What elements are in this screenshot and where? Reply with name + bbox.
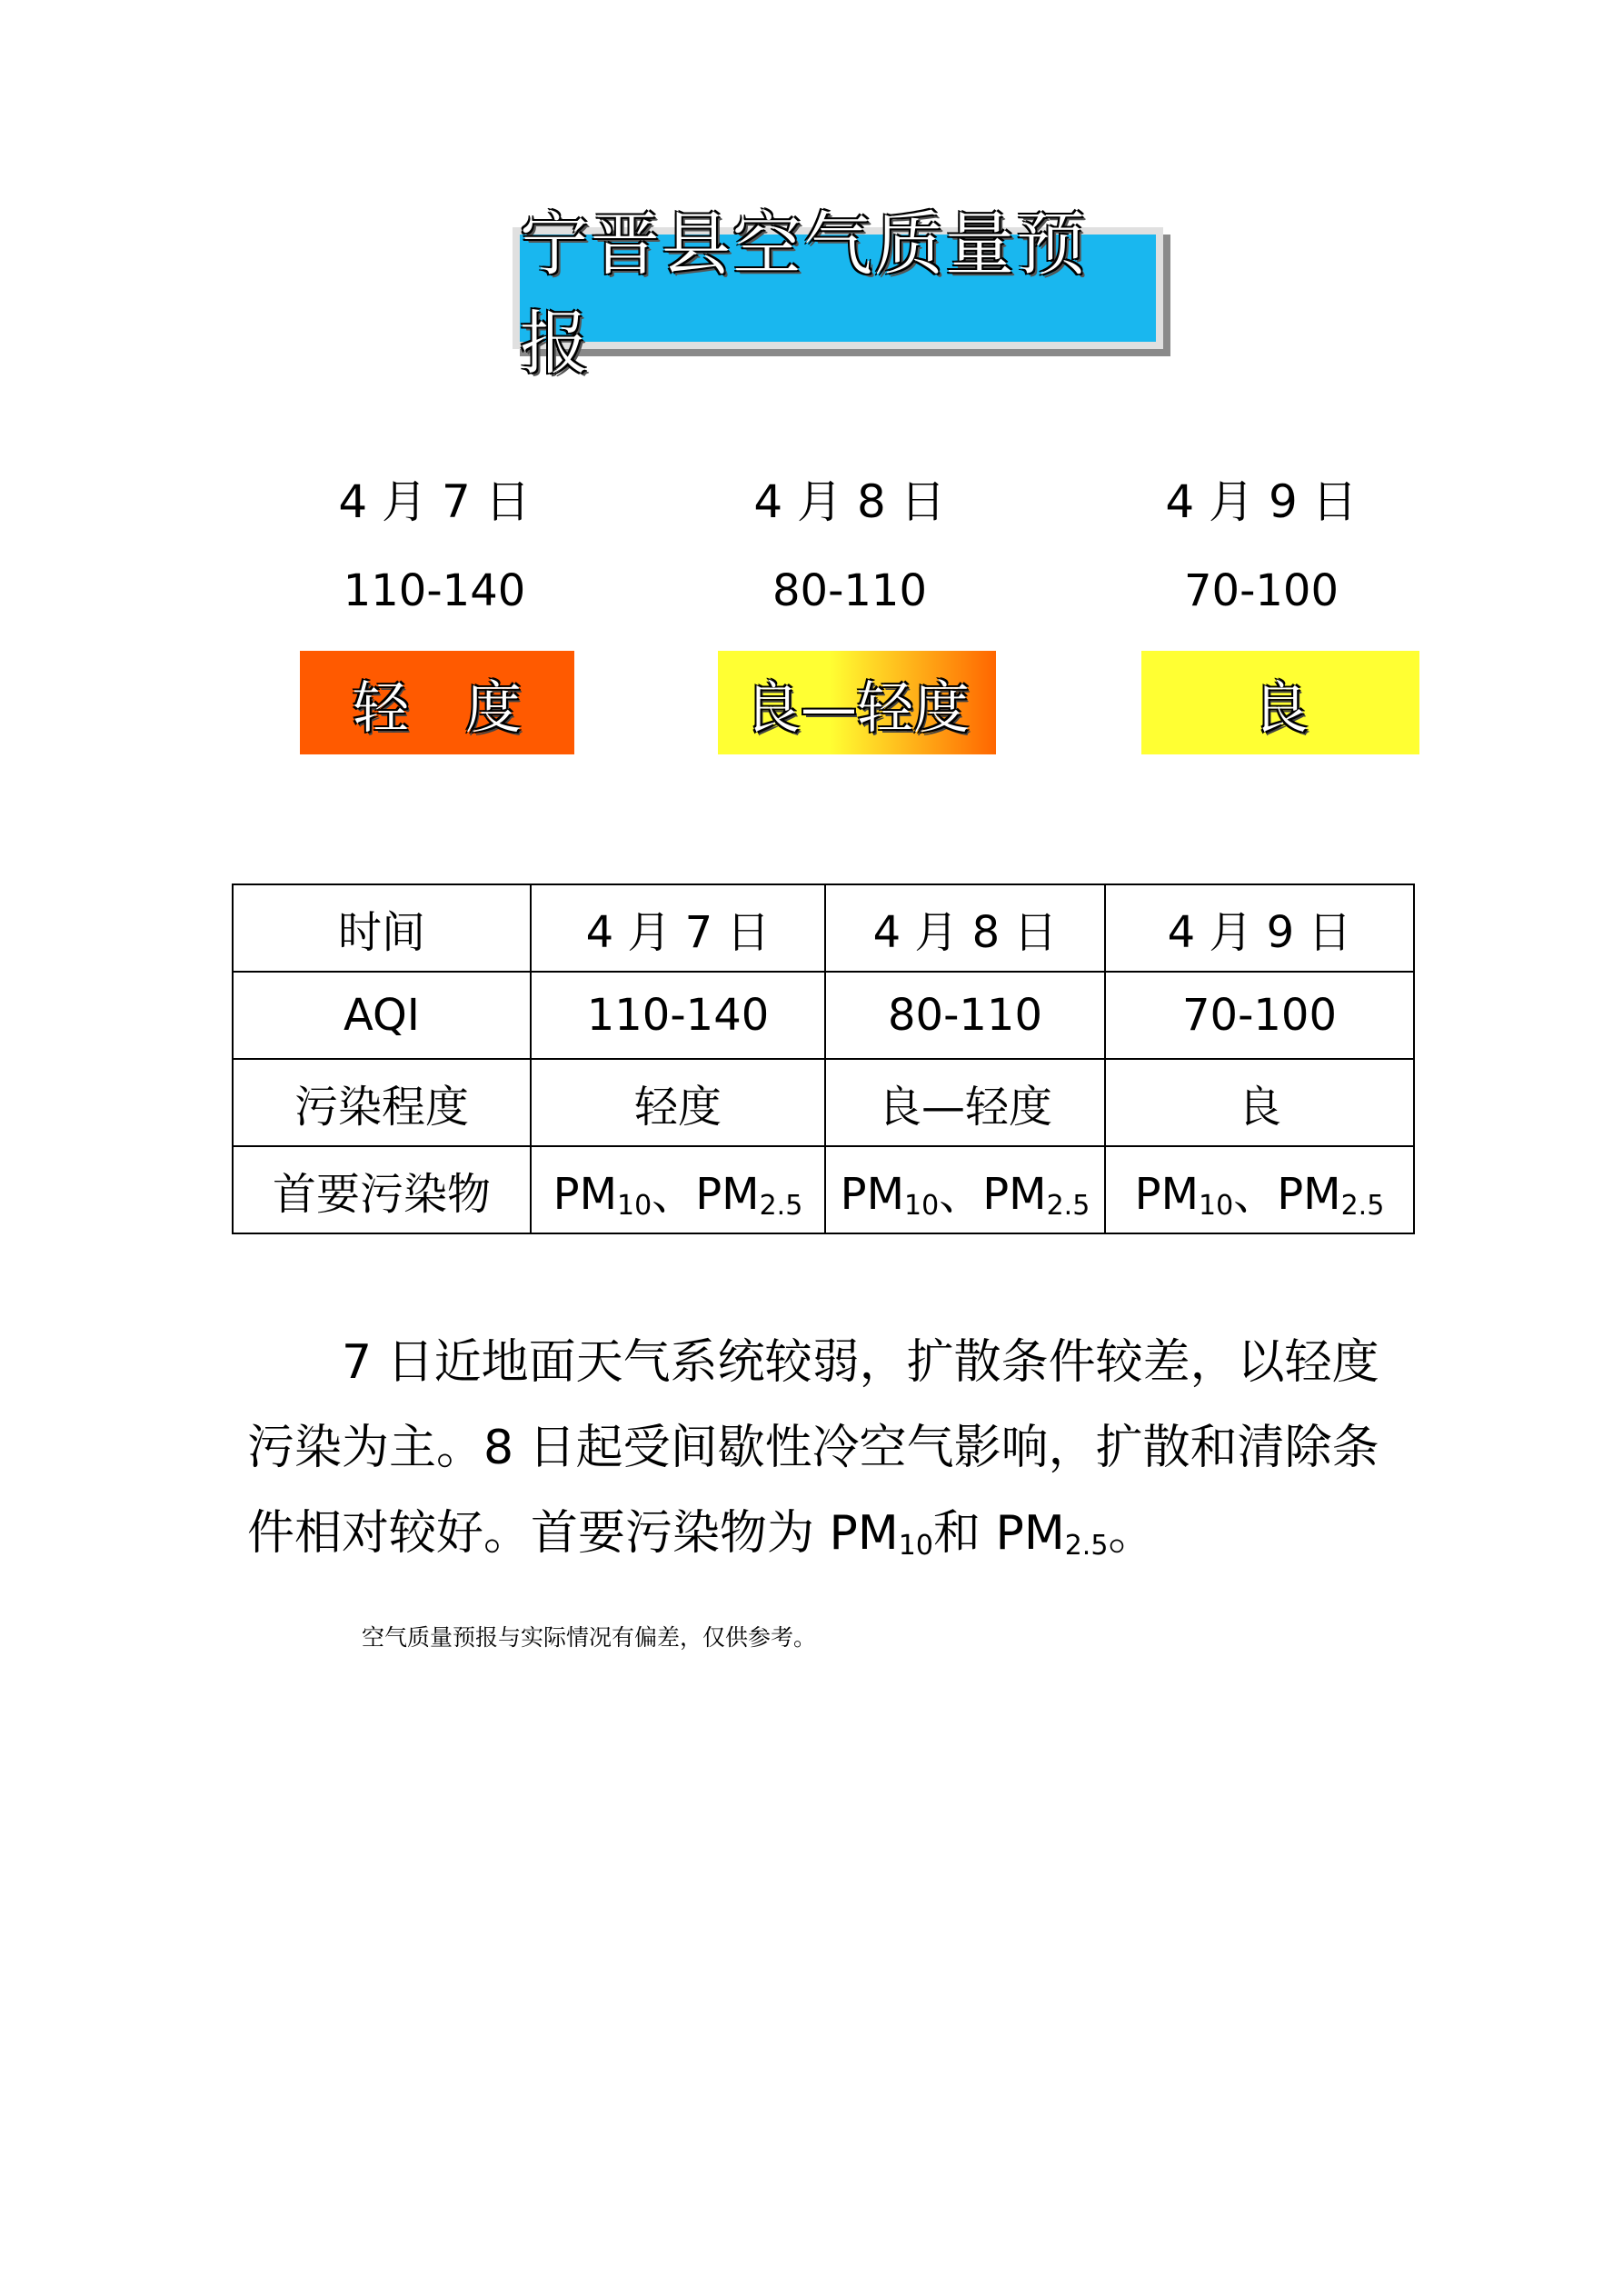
table-cell: 时间 (233, 884, 531, 972)
day-date: 4 月 7 日 (338, 475, 531, 528)
level-badge-3 (1141, 651, 1419, 754)
table-row-level (233, 1059, 1414, 1146)
day-aqi-range: 70-100 (1183, 565, 1339, 616)
table-cell: AQI (233, 972, 531, 1059)
table-cell: 轻度 (531, 1059, 825, 1146)
forecast-description: 7 日近地面天气系统较弱，扩散条件较差，以轻度污染为主。8 日起受间歇性冷空气影响，扩散和清除条件相对较好。首要污染物为 $PM_{10}$和 $PM_{2.5}$。 (247, 1335, 1379, 1562)
level-badge-label: 轻 度 (352, 674, 522, 741)
day-aqi-range: 110-140 (343, 565, 526, 616)
table-cell: 污染程度 (233, 1059, 531, 1146)
table-cell-pollutants: $PM_{10}$、$PM_{2.5}$ (531, 1146, 825, 1233)
table-cell: 首要污染物 (233, 1146, 531, 1233)
table-cell: 4 月 9 日 (1105, 884, 1414, 972)
table-cell: 4 月 7 日 (531, 884, 825, 972)
day-column-2 (713, 465, 986, 616)
table-cell: 良—轻度 (825, 1059, 1105, 1146)
table-cell: 70-100 (1105, 972, 1414, 1059)
level-badge-label: 良 (1251, 674, 1309, 741)
page-title: 宁晋县空气质量预报 (520, 204, 1087, 384)
table-row-aqi (233, 972, 1414, 1059)
title-banner (513, 204, 1163, 384)
table-row-header (233, 884, 1414, 972)
day-column-3 (1125, 465, 1398, 616)
table-cell: 良 (1105, 1059, 1414, 1146)
table-row-pollutant (233, 1146, 1414, 1233)
table-cell-pollutants: $PM_{10}$、$PM_{2.5}$ (825, 1146, 1105, 1233)
level-badge-1 (300, 651, 574, 754)
table-cell: 4 月 8 日 (825, 884, 1105, 972)
disclaimer-note: 空气质量预报与实际情况有偏差，仅供参考。 (362, 1624, 817, 1651)
table-cell: 80-110 (825, 972, 1105, 1059)
level-badge-label: 良—轻度 (743, 674, 970, 741)
table-cell-pollutants: $PM_{10}$、$PM_{2.5}$ (1105, 1146, 1414, 1233)
day-date: 4 月 9 日 (1165, 475, 1358, 528)
level-badge-2 (718, 651, 996, 754)
table-cell: 110-140 (531, 972, 825, 1059)
day-aqi-range: 80-110 (772, 565, 927, 616)
forecast-table (232, 883, 1415, 1234)
day-date: 4 月 8 日 (753, 475, 946, 528)
day-column-1 (298, 465, 571, 616)
title-banner-inner (520, 204, 1156, 384)
